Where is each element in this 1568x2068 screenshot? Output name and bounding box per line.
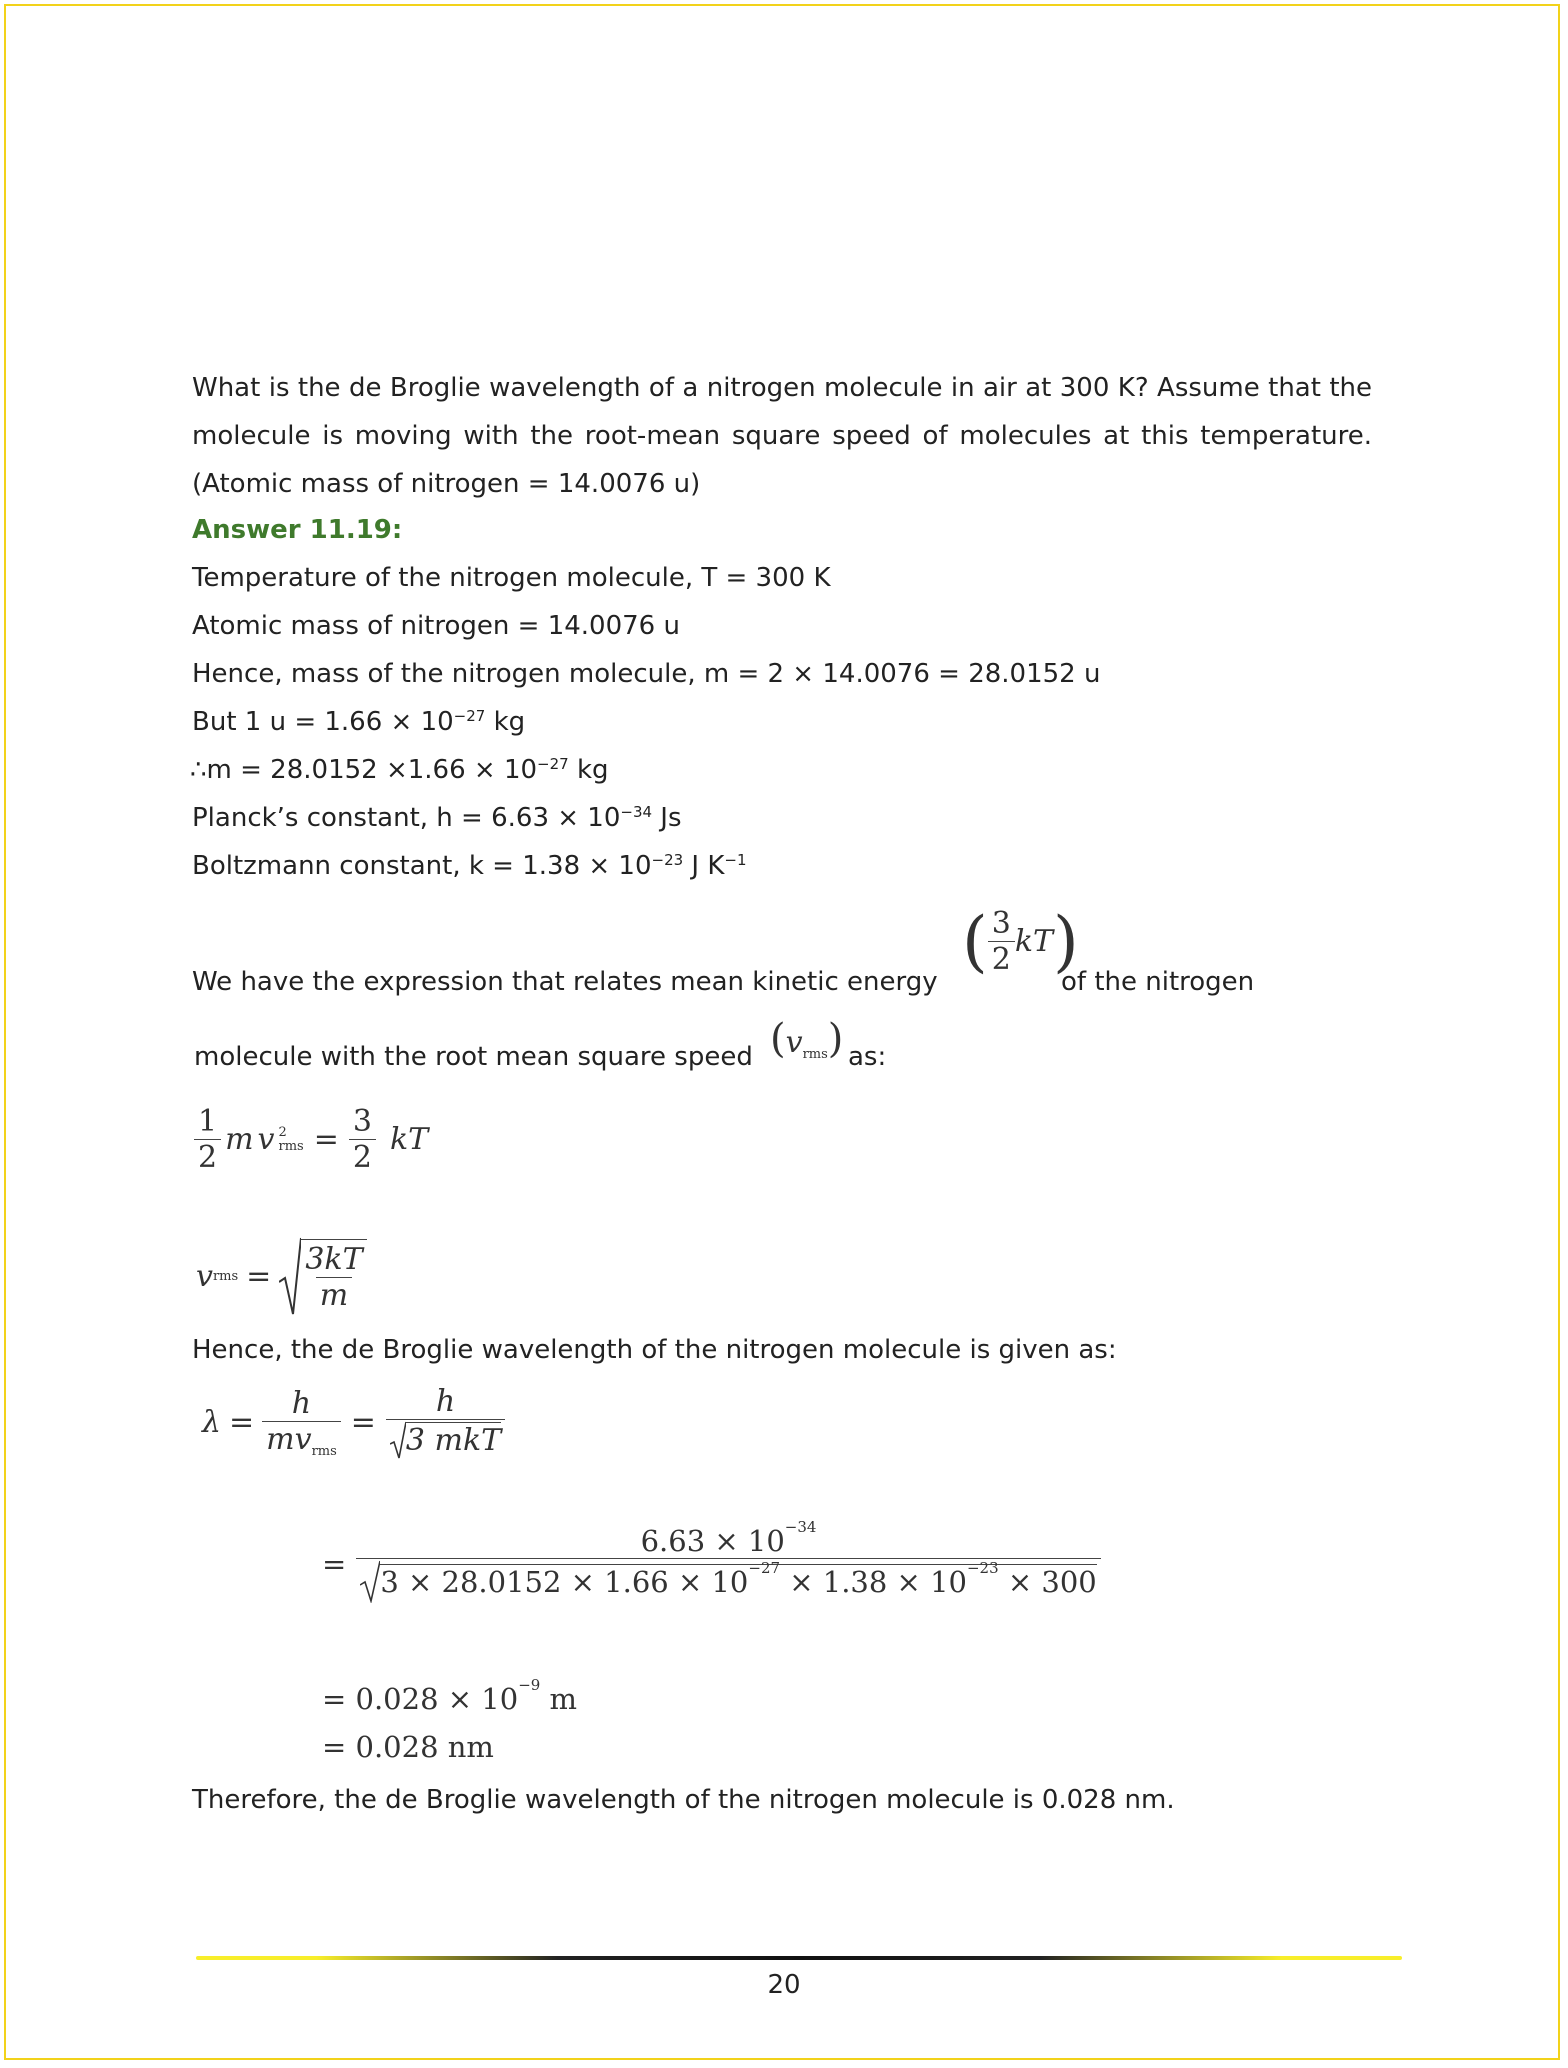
- rms-intro: molecule with the root mean square speed: [194, 1042, 753, 1072]
- rms-intro-cont: as:: [848, 1042, 887, 1072]
- mass-line: Hence, mass of the nitrogen molecule, m = 2 × 14.0076 = 28.0152 u: [192, 659, 1101, 689]
- result-meters: = $0.028 \times 10^{-9}$ m: [322, 1676, 578, 1716]
- kinetic-energy-equation: $\frac{1}{2}$ m v 2 rms = $\frac{3}{2}$ kT: [194, 1104, 428, 1175]
- expression-intro-cont: of the nitrogen: [1061, 967, 1255, 997]
- conclusion-line: Therefore, the de Broglie wavelength of the nitrogen molecule is 0.028 nm.: [192, 1785, 1175, 1815]
- result-nanometers: = 0.028 nm: [322, 1730, 494, 1764]
- unit-conversion-line: But 1 $u = 1.66 \times 10^{-27}$ kg: [192, 707, 526, 737]
- footer-divider: [196, 1956, 1402, 1960]
- sqrt-symbol: [279, 1236, 301, 1316]
- kinetic-energy-formula: ( $\frac{3}{2}$ kT ): [962, 902, 1079, 980]
- expression-intro: We have the expression that relates mean kinetic energy: [192, 967, 938, 997]
- boltzmann-line: Boltzmann constant, $k = 1.38 \times 10^{-23}$ J $K^{-1}$: [192, 851, 747, 881]
- temperature-line: Temperature of the nitrogen molecule, T = 300 K: [192, 563, 831, 593]
- atomic-mass-line: Atomic mass of nitrogen = 14.0076 u: [192, 611, 680, 641]
- answer-heading: Answer 11.19:: [192, 515, 403, 545]
- sqrt-symbol-small: [390, 1420, 406, 1460]
- sqrt-symbol-calc: [360, 1559, 380, 1603]
- hence-line: Hence, the de Broglie wavelength of the nitrogen molecule is given as:: [192, 1335, 1117, 1365]
- vrms-equation: v rms = $\frac{3kT}{m}$: [196, 1236, 367, 1316]
- page-number: 20: [767, 1970, 801, 2000]
- question-text: What is the de Broglie wavelength of a nitrogen molecule in air at 300 K? Assume that the molecule is moving with the root-mean square speed of molecules at this temperature. (Atomic mass of nitrogen = 14.0076 u): [192, 373, 1372, 499]
- vrms-symbol: $(v_{rms})$: [770, 1016, 844, 1062]
- numeric-substitution: = $\frac{6.63 \times 10^{-34}}{3 \times 28.0152 \times 1.66 \times 10^{-27} \times 1.38 \times 10^{-23} \times 300}$: [322, 1524, 1101, 1603]
- mass-kg-line: ∴m = $28.0152 \times 1.66 \times 10^{-27}$ kg: [190, 755, 609, 785]
- planck-line: Planck’s constant, $h = 6.63 \times 10^{-34}$ Js: [192, 803, 682, 833]
- wavelength-equation: λ = $\frac{h}{mv_{rms}}$ = $\frac{h}{\text{3 mkT}}$: [202, 1384, 505, 1460]
